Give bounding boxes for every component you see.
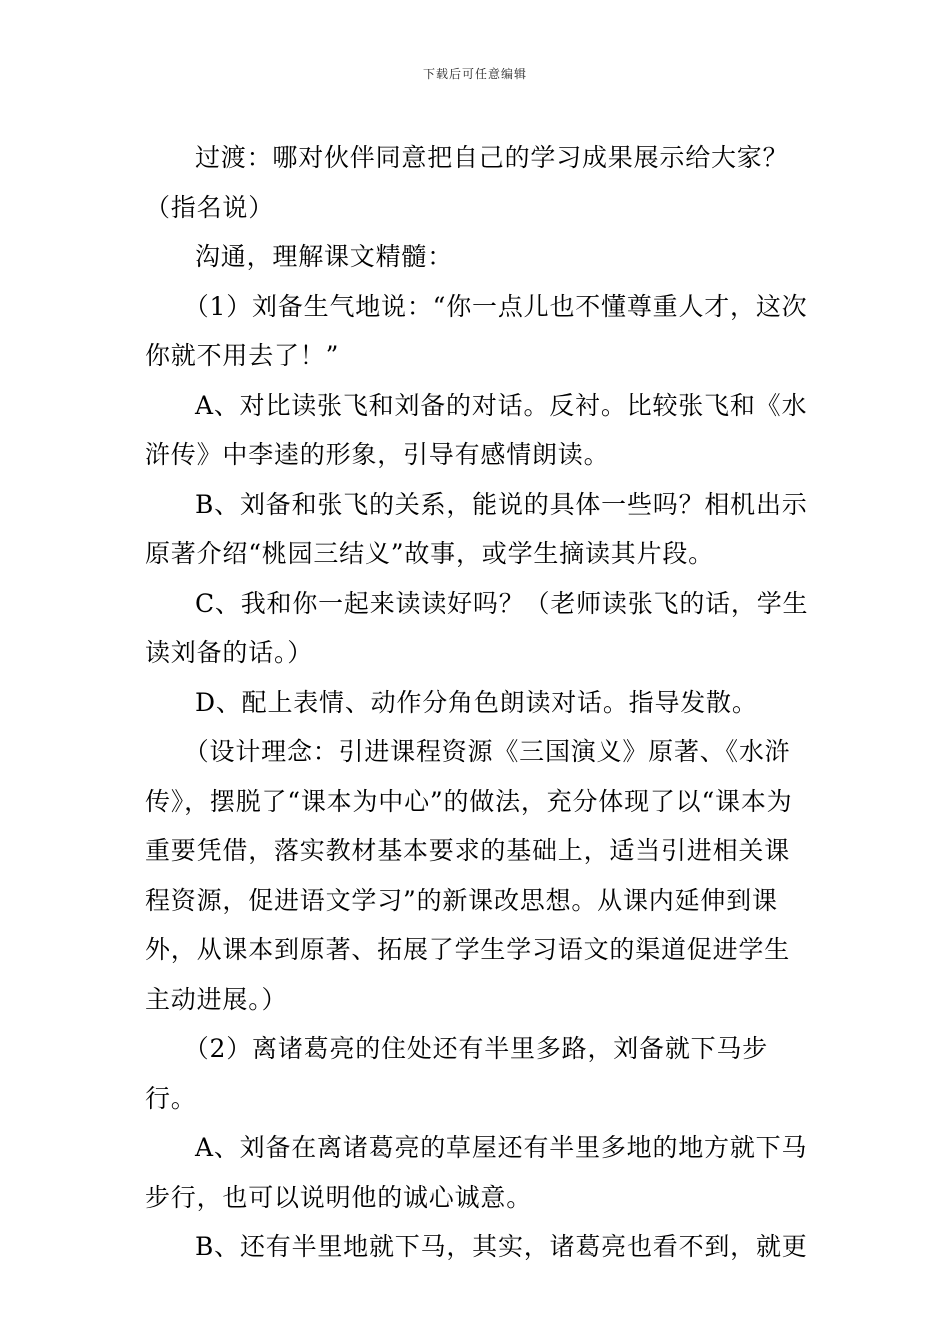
paragraph-item-d1: D、配上表情、动作分角色朗读对话。指导发散。 xyxy=(195,687,758,717)
paragraph-transition: 过渡：哪对伙伴同意把自己的学习成果展示给大家？（指名说） xyxy=(145,143,789,222)
paragraph-item-a1: A、对比读张飞和刘备的对话。反衬。比较张飞和《水浒传》中李逵的形象，引导有感情朗读。 xyxy=(145,390,808,469)
paragraph-item-a2: A、刘备在离诸葛亮的草屋还有半里多地的地方就下马步行，也可以说明他的诚心诚意。 xyxy=(145,1133,808,1212)
page-header: 下载后可任意编辑 xyxy=(422,67,527,81)
document-body xyxy=(145,133,810,1272)
paragraph-communication: 沟通，理解课文精髓： xyxy=(195,242,454,271)
paragraph-item-c1: C、我和你一起来读读好吗？（老师读张飞的话，学生读刘备的话。） xyxy=(145,588,809,667)
paragraph-point-2: （2）离诸葛亮的住处还有半里多路，刘备就下马步行。 xyxy=(145,1034,769,1113)
paragraph-design-concept: （设计理念：引进课程资源《三国演义》原著、《水浒传》，摆脱了“课本为中心”的做法，充分体现了以“课本为重要凭借，落实教材基本要求的基础上，适当引进相关课程资源，促进语文学习”的新课改思想。从课内延伸到课外，从课本到原著、拓展了学生学习语文的渠道促进学生主动进展。） xyxy=(145,737,793,1014)
paragraph-point-1: （1）刘备生气地说：“你一点儿也不懂尊重人才，这次你就不用去了！” xyxy=(145,291,808,370)
paragraph-item-b1: B、刘备和张飞的关系，能说的具体一些吗？相机出示原著介绍“桃园三结义”故事，或学生摘读其片段。 xyxy=(145,489,808,568)
paragraph-item-b2: B、还有半里地就下马，其实，诸葛亮也看不到，就更 xyxy=(195,1232,808,1261)
